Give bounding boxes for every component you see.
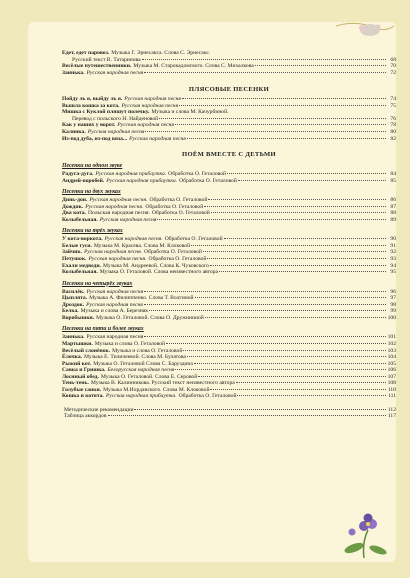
entry-title: Калинка. <box>62 128 86 135</box>
entry-description: Музыка М.Иорданского. Слова М. Клоковой <box>103 386 210 393</box>
dot-leader <box>144 291 386 292</box>
toc-entry[interactable] <box>62 256 396 262</box>
dot-leader <box>144 304 386 305</box>
entry-title: У кота-воркота. <box>62 236 103 243</box>
entry-description: Русская народная песня <box>121 102 179 109</box>
toc-entry[interactable] <box>62 236 396 242</box>
entry-description: Русский текст В. Татаринова <box>72 56 141 63</box>
page-number: 86 <box>390 197 396 204</box>
toc-entry[interactable] <box>62 116 396 122</box>
entry-description: Русская народная песня <box>86 69 144 76</box>
entry-description: Методические рекомендации <box>64 406 134 413</box>
entry-title: Рыжий кот. <box>62 360 92 367</box>
entry-title: Как у наших у ворот. <box>62 122 116 129</box>
dot-leader <box>204 206 386 207</box>
toc-entry[interactable] <box>62 315 396 321</box>
toc-entry[interactable] <box>62 129 396 135</box>
entry-title: Петушок. <box>62 256 87 262</box>
toc-entry[interactable] <box>62 341 396 347</box>
toc-entry[interactable] <box>62 50 396 56</box>
toc-entry[interactable] <box>62 295 396 301</box>
entry-title: Кошка и котята. <box>62 393 104 400</box>
toc-entry[interactable] <box>62 70 396 76</box>
entry-title: Заинька. <box>62 334 85 341</box>
entry-title: Дождик. <box>62 203 84 210</box>
entry-description: Русская народная песня <box>129 135 186 142</box>
dot-leader <box>198 376 386 377</box>
page-number: 107 <box>387 373 396 380</box>
page-number: 84 <box>390 171 396 178</box>
entry-description: Музыка О. Геталовой. Слова Е. Серовой <box>100 373 198 380</box>
subsection-title: Песенки на двух звуках <box>62 189 121 196</box>
dot-leader <box>236 382 386 383</box>
toc-entry[interactable] <box>62 334 396 340</box>
dot-leader <box>144 336 386 337</box>
page-number: 70 <box>390 63 396 70</box>
entry-title: Весёлый слонёнок. <box>62 347 111 354</box>
toc-entry[interactable] <box>62 308 396 314</box>
dot-leader <box>183 350 386 351</box>
entry-title: Лосиный обед. <box>62 373 99 380</box>
entry-title: Воробышки. <box>62 314 95 321</box>
page-number: 89 <box>390 216 396 223</box>
dot-leader <box>195 297 386 298</box>
entry-description: Русская народная песня <box>117 122 174 129</box>
dot-leader <box>145 131 386 132</box>
page-number: 111 <box>388 393 396 400</box>
page-number: 98 <box>390 301 396 308</box>
toc-entry[interactable] <box>62 354 396 360</box>
entry-title: Мартышки. <box>62 340 93 347</box>
dot-leader <box>210 389 386 390</box>
dot-leader <box>134 409 386 410</box>
dot-leader <box>149 310 386 311</box>
entry-description: Русская народная песня <box>86 334 144 341</box>
toc-entry[interactable] <box>62 380 396 386</box>
entry-title: Василёк. <box>62 288 85 295</box>
entry-description: Русская народная песня <box>99 216 157 223</box>
page-number: 82 <box>390 135 396 142</box>
dot-leader <box>187 138 386 139</box>
entry-title: Ехали медведи. <box>62 262 101 269</box>
dot-leader <box>157 219 386 220</box>
page-number: 72 <box>390 69 396 76</box>
toc-entry[interactable] <box>62 407 396 413</box>
entry-title: Зайчик. <box>62 249 82 256</box>
entry-title: Тень-тень. <box>62 380 89 387</box>
dot-leader <box>159 118 386 119</box>
entry-arrangement: Обработка О. Геталовой <box>149 197 208 204</box>
entry-title: Белые гуси. <box>62 242 92 249</box>
entry-description: Музыка и слова М. Качурбиной. <box>151 109 229 116</box>
entry-description: Музыка Г. Эрнесакса. Слова С. Эрнесакс. <box>111 50 211 56</box>
dot-leader <box>187 356 386 357</box>
toc-entry[interactable] <box>62 348 396 354</box>
entry-description: Русская народная песня. <box>104 236 163 243</box>
page-number: 90 <box>390 236 396 243</box>
section-title: ПОЁМ ВМЕСТЕ С ДЕТЬМИ <box>182 151 276 159</box>
page-number: 97 <box>390 295 396 302</box>
entry-description: Русская народная песня <box>87 128 145 135</box>
entry-title: Ёлочка. <box>62 354 83 361</box>
dot-leader <box>210 265 386 266</box>
dot-leader <box>175 124 386 125</box>
entry-description: Русская народная песня. <box>85 203 144 210</box>
dot-leader <box>208 199 386 200</box>
entry-description: Музыка Е. Тиличеевой. Слова М. Булатова <box>84 354 186 361</box>
entry-description: Польская народная песня. <box>87 210 150 217</box>
page-number: 78 <box>390 122 396 129</box>
dot-leader <box>205 317 386 318</box>
entry-description: Таблица аккордов <box>64 413 107 420</box>
entry-description: Русская народная песня. <box>89 197 148 204</box>
page-number: 68 <box>390 56 396 63</box>
page-number: 80 <box>390 128 396 135</box>
violet-flower-illustration <box>334 512 392 558</box>
page-number: 117 <box>387 413 396 420</box>
toc-entry[interactable] <box>62 263 396 269</box>
entry-title: Колыбельная. <box>62 269 98 276</box>
entry-arrangement: Обработка О. Геталовой <box>178 393 237 400</box>
toc-entry[interactable] <box>62 393 396 399</box>
entry-description: Русская народная песня <box>86 288 144 295</box>
subsection-title: Песенки на четырёх звуках <box>62 280 133 287</box>
dot-leader <box>144 72 386 73</box>
entry-description: Русская народная прибаутка. <box>105 393 177 400</box>
toc-entry[interactable] <box>62 269 396 275</box>
entry-title: Голубые санки. <box>62 386 102 393</box>
page-number: 74 <box>390 96 396 103</box>
dot-leader <box>203 251 386 252</box>
toc-entry[interactable] <box>62 204 396 210</box>
entry-title: Радуга-дуга. <box>62 171 94 178</box>
dot-leader <box>142 59 386 60</box>
toc-entry[interactable] <box>62 367 396 373</box>
entry-arrangement: Обработка О. Геталовой <box>179 177 237 184</box>
entry-description: Музыка и слова О. Геталовой <box>94 340 165 347</box>
entry-description: Русская народная песня. <box>88 256 147 262</box>
subsection-title: Песенки на пяти и более звуках <box>62 326 144 333</box>
entry-description: Музыка О. Геталовой Слова С. Баруздина <box>93 360 193 367</box>
toc-entry[interactable] <box>62 109 396 115</box>
entry-arrangement: Обработка О. Геталовой <box>151 210 210 217</box>
entry-title: Пойду ль я, выйду ль я. <box>62 96 123 103</box>
toc-page <box>28 22 396 562</box>
entry-title: Два кота. <box>62 210 86 217</box>
entry-description: Русская народная песня. <box>83 249 143 256</box>
entry-title: Едет, едет паровоз. <box>62 50 110 56</box>
toc-entry[interactable] <box>62 96 396 102</box>
toc-entry[interactable] <box>62 57 396 63</box>
page-number: 75 <box>390 102 396 109</box>
page-number: 103 <box>387 347 396 354</box>
entry-title: Колыбельная. <box>62 216 98 223</box>
entry-description: Музыка О. Геталовой. Слова О. Дружининой <box>96 314 204 321</box>
page-number: 92 <box>390 249 396 256</box>
entry-description: Музыка В. Калинникова. Русский текст неизвестного автора <box>90 380 235 387</box>
page-number: 104 <box>387 354 396 361</box>
dot-leader <box>166 343 386 344</box>
corner-mouse-illustration <box>326 22 396 48</box>
page-number: 88 <box>390 210 396 217</box>
dot-leader <box>108 415 386 416</box>
toc-entry[interactable] <box>62 217 396 223</box>
page-number: 108 <box>387 380 396 387</box>
toc-entry[interactable] <box>62 63 396 69</box>
page-number: 110 <box>387 386 396 393</box>
entry-description: Музыка и слова А. Березняк <box>80 308 149 315</box>
entry-description: Русская народная песня <box>124 96 181 103</box>
dot-leader <box>182 98 386 99</box>
dot-leader <box>237 395 386 396</box>
entry-arrangement: Обработка О. Геталовой <box>144 249 202 256</box>
page-number: 99 <box>390 308 396 315</box>
dot-leader <box>224 238 386 239</box>
page-number: 101 <box>387 334 396 341</box>
page-number: 91 <box>390 242 396 249</box>
entry-title: Белка. <box>62 308 79 315</box>
subsection-title: Песенки на одном звуке <box>62 163 123 170</box>
dot-leader <box>175 369 386 370</box>
entry-description: Перевод с польского Н. Найденовой <box>72 115 159 122</box>
subsection-title: Песенки на трёх звуках <box>62 228 123 235</box>
entry-title: Савка и Гришка. <box>62 367 106 374</box>
entry-title: Цыплята. <box>62 295 88 302</box>
entry-arrangement: Обработка О. Геталовой <box>148 256 207 262</box>
dot-leader <box>207 258 386 259</box>
dot-leader <box>179 105 386 106</box>
page-number: 76 <box>390 115 396 122</box>
entry-title: Андрей-воробей. <box>62 177 105 184</box>
entry-title: Дроздок. <box>62 301 85 308</box>
dot-leader <box>238 180 386 181</box>
entry-description: Русская народная прибаутка. <box>95 171 167 178</box>
toc-entry[interactable] <box>62 136 396 142</box>
dot-leader <box>219 271 386 272</box>
entry-description: Русская народная прибаутка. <box>106 177 178 184</box>
page-number: 95 <box>390 269 396 276</box>
entry-description: Музыка А. Филиппенко. Слова Т. Волгиной <box>89 295 194 302</box>
dot-leader <box>227 173 386 174</box>
entry-title: Вышла кошка за кота. <box>62 102 120 109</box>
toc-entry[interactable] <box>62 210 396 216</box>
entry-arrangement: Обработка О. Геталовой <box>145 203 204 210</box>
dot-leader <box>194 363 386 364</box>
entry-title: Мишка с Куклой пляшут полечку. <box>62 109 150 116</box>
toc-entry[interactable] <box>62 122 396 128</box>
toc-entry[interactable] <box>62 249 396 255</box>
page-number: 100 <box>387 314 396 321</box>
page-number: 105 <box>387 360 396 367</box>
page-number: 112 <box>387 406 396 413</box>
page-number: 94 <box>390 262 396 269</box>
toc-entry[interactable] <box>62 197 396 203</box>
page-number: 85 <box>390 177 396 184</box>
page-number: 93 <box>390 256 396 262</box>
entry-arrangement: Обработка О. Геталовой <box>168 171 227 178</box>
toc-entry[interactable] <box>62 302 396 308</box>
entry-description: Музыка М. Андреевой. Слова К. Чуковского <box>103 262 209 269</box>
dot-leader <box>191 245 386 246</box>
dot-leader <box>255 65 386 66</box>
section-title: ПЛЯСОВЫЕ ПЕСЕНКИ <box>188 86 270 94</box>
toc-entry[interactable] <box>62 171 396 177</box>
entry-description: Белорусская народная песня <box>107 367 175 374</box>
entry-title: Из-под дуба, из-под вяза... <box>62 135 128 142</box>
entry-title: Заинька. <box>62 69 85 76</box>
entry-arrangement: Обработка О. Геталовой <box>164 236 223 243</box>
entry-description: Музыка М. Старокадомского. Слова С. Михалкова <box>133 63 254 70</box>
page-number: 102 <box>387 340 396 347</box>
toc-entry[interactable] <box>62 413 396 419</box>
page-number: 106 <box>387 367 396 374</box>
entry-description: Музыка М. Красева. Слова М. Клоковой <box>93 242 191 249</box>
dot-leader <box>211 212 386 213</box>
page-number: 96 <box>390 288 396 295</box>
entry-description: Русская народная песня <box>86 301 143 308</box>
page-number: 87 <box>390 203 396 210</box>
entry-description: Музыка О. Геталовой. Слова неизвестного автора <box>99 269 219 276</box>
toc-entry[interactable] <box>62 178 396 184</box>
entry-description: Музыка и слова О. Геталовой <box>112 347 183 354</box>
entry-title: Весёлые путешественники. <box>62 63 132 70</box>
entry-title: Динь-дон. <box>62 197 88 204</box>
